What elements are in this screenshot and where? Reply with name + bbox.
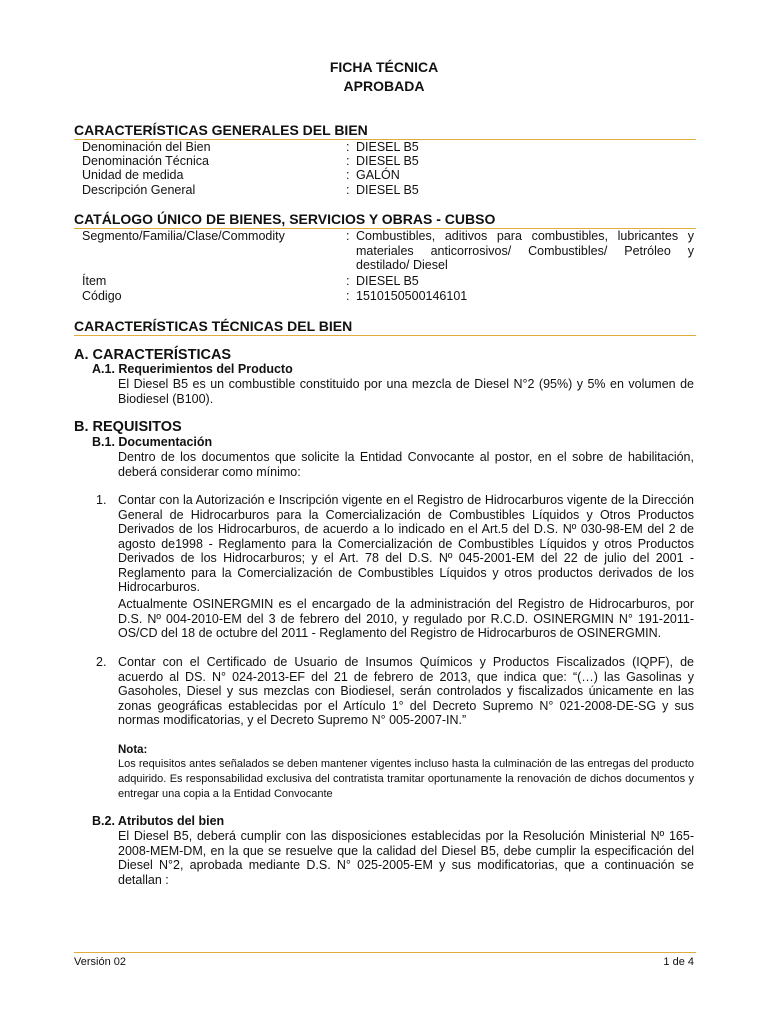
document-subtitle: APROBADA: [343, 78, 425, 94]
catalog-code-label: Código: [82, 289, 122, 303]
catalog-segment-value: Combustibles, aditivos para combustibles, lubricantes y materiales anticorrosivos/ Combustibles/ Petróleo y destilado/ Diesel: [356, 229, 694, 272]
general-value-3: DIESEL B5: [356, 183, 419, 197]
general-label-0: Denominación del Bien: [82, 140, 211, 154]
section-b1-heading: B.1. Documentación: [92, 435, 213, 449]
separator-colon: :: [346, 140, 350, 154]
catalog-item-label: Ítem: [82, 274, 107, 288]
separator-colon: :: [346, 289, 350, 303]
separator-colon: :: [346, 168, 350, 182]
list-number-1: 1.: [96, 493, 107, 507]
general-label-1: Denominación Técnica: [82, 154, 209, 168]
section-a-heading: A. CARACTERÍSTICAS: [74, 347, 232, 363]
catalog-heading: CATÁLOGO ÚNICO DE BIENES, SERVICIOS Y OBRAS - CUBSO: [74, 211, 496, 227]
separator-colon: :: [346, 229, 350, 243]
section-b2-heading: B.2. Atributos del bien: [92, 814, 225, 828]
catalog-code-value: 1510150500146101: [356, 289, 468, 303]
catalog-segment-label: Segmento/Familia/Clase/Commodity: [82, 229, 285, 243]
general-label-2: Unidad de medida: [82, 168, 184, 182]
section-b2-text: El Diesel B5, deberá cumplir con las disposiciones establecidas por la Resolución Ministerial Nº 165-2008-MEM-DM, en la que se resuelve que la calidad del Diesel B5, debe cumplir la especificación del Diesel N°2, aprobada mediante D.S. N° 025-2005-EM y sus modificatorias, que a continuación se detallan :: [118, 829, 694, 887]
section-a1-heading: A.1. Requerimientos del Producto: [92, 362, 293, 376]
list-item-2-text: Contar con el Certificado de Usuario de Insumos Químicos y Productos Fiscalizados (IQPF), de acuerdo al DS. N° 024-2013-EF del 21 de febrero de 2013, que indica que: “(…) las Gasolinas y Gasoholes, Diesel y sus mezclas con Biodiesel, serán controlados y fiscalizados únicamente en las zonas geográficas establecidas por el Artículo 1° del Decreto Supremo N° 021-2008-DE-SG y sus normas modificatorias, y el Decreto Supremo N° 005-2007-IN.”: [118, 655, 694, 727]
separator-colon: :: [346, 183, 350, 197]
footer-page-number: 1 de 4: [663, 956, 694, 968]
list-item-1-text: Contar con la Autorización e Inscripción vigente en el Registro de Hidrocarburos vigente de la Dirección General de Hidrocarburos para la Comercialización de Combustibles Líquidos y Otros Productos Derivados de los Hidrocarburos, de acuerdo a lo indicado en el Art.5 del D.S. Nº 030-98-EM del 2 de agosto de1998 - Reglamento para la Comercialización de Combustibles Líquidos y otros Productos Derivados de los Hidrocarburos; y el Art. 78 del D.S. Nº 045-2001-EM del 22 de julio del 2001 - Reglamento para la Comercialización de Combustibles Líquidos y otros productos derivados de los Hidrocarburos.: [118, 493, 694, 594]
section-b1-intro: Dentro de los documentos que solicite la Entidad Convocante al postor, en el sobre de habilitación, deberá considerar como mínimo:: [118, 450, 694, 479]
note-heading: Nota:: [118, 744, 148, 756]
general-value-0: DIESEL B5: [356, 140, 419, 154]
general-value-2: GALÓN: [356, 168, 400, 182]
list-number-2: 2.: [96, 655, 107, 669]
footer-rule: [74, 952, 696, 953]
document-title: FICHA TÉCNICA: [329, 59, 439, 75]
note-text: Los requisitos antes señalados se deben mantener vigentes incluso hasta la culminación de las entregas del producto adquirido. Es responsabilidad exclusiva del contratista tramitar oportunamente la renovación de dichos documentos y entregar una copia a la Entidad Convocante: [118, 758, 694, 800]
section-a1-text: El Diesel B5 es un combustible constituido por una mezcla de Diesel N°2 (95%) y 5% en volumen de Biodiesel (B100).: [118, 377, 694, 406]
section-rule: [74, 335, 696, 336]
section-b-heading: B. REQUISITOS: [74, 419, 182, 435]
separator-colon: :: [346, 274, 350, 288]
general-value-1: DIESEL B5: [356, 154, 419, 168]
footer-version: Versión 02: [74, 956, 126, 968]
general-label-3: Descripción General: [82, 183, 196, 197]
technical-heading: CARACTERÍSTICAS TÉCNICAS DEL BIEN: [74, 318, 353, 334]
catalog-item-value: DIESEL B5: [356, 274, 419, 288]
separator-colon: :: [346, 154, 350, 168]
general-heading: CARACTERÍSTICAS GENERALES DEL BIEN: [74, 122, 368, 138]
list-item-1-text-2: Actualmente OSINERGMIN es el encargado de la administración del Registro de Hidrocarburos, por D.S. Nº 004-2010-EM del 3 de febrero del 2010, y regulado por R.C.D. OSINERGMIN N° 191-2011-OS/CD del 18 de octubre del 2011 - Reglamento del Registro de Hidrocarburos de OSINERGMIN.: [118, 597, 694, 640]
